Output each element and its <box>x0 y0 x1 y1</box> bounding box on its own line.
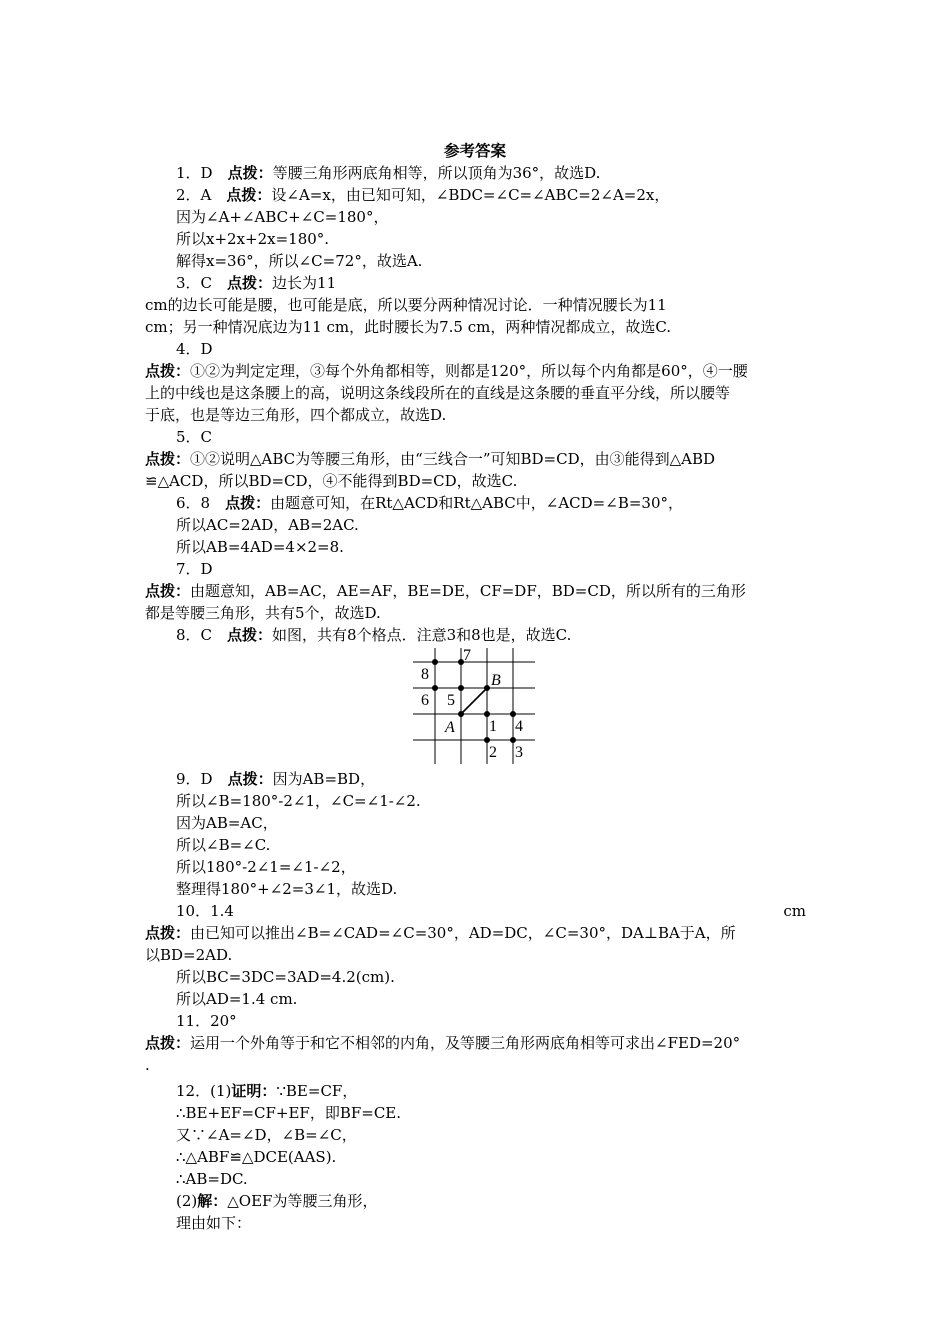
answer-line <box>145 470 815 492</box>
answer-line <box>176 834 846 856</box>
label-1: 1 <box>489 718 497 735</box>
line-hint-label: 证明： <box>231 1082 277 1100</box>
answer-line <box>145 294 815 316</box>
q10-unit: cm <box>783 902 806 920</box>
line-prefix: 6．8 <box>176 494 226 512</box>
line-hint-label: 解： <box>197 1192 228 1210</box>
line-text: 所以AD=1.4 cm. <box>176 990 298 1008</box>
answer-line <box>176 228 846 250</box>
line-text: 运用一个外角等于和它不相邻的内角，及等腰三角形两底角相等可求出∠FED=20° <box>190 1034 741 1052</box>
line-prefix: 3．C <box>176 274 228 292</box>
answer-line <box>145 1032 815 1054</box>
line-hint-label: 点拨： <box>227 164 273 182</box>
line-hint-label: 点拨： <box>145 362 191 380</box>
line-text: ∴AB=DC. <box>176 1170 248 1188</box>
line-text: 因为AB=BD， <box>272 770 376 788</box>
answer-line <box>176 272 846 294</box>
answer-line <box>145 360 815 382</box>
line-text: 由题意知，AB=AC，AE=AF，BE=DE，CF=DF，BD=CD，所以所有的三角形 <box>190 582 746 600</box>
answer-line <box>176 514 846 536</box>
line-prefix: 8．C <box>176 626 228 644</box>
label-4: 4 <box>515 718 523 735</box>
line-hint-label: 点拨： <box>226 186 272 204</box>
line-text: 设∠A=x，由已知可知，∠BDC=∠C=∠ABC=2∠A=2x， <box>271 186 670 204</box>
answer-line <box>176 812 846 834</box>
line-text: 由已知可以推出∠B=∠CAD=∠C=30°，AD=DC，∠C=30°，DA⊥BA于A，所 <box>190 924 736 942</box>
line-hint-label: 点拨： <box>145 450 191 468</box>
label-5: 5 <box>447 692 455 709</box>
line-prefix: 10．1.4 <box>176 902 234 920</box>
line-hint-label: 点拨： <box>145 582 191 600</box>
line-prefix: 11．20° <box>176 1012 237 1030</box>
line-prefix: 7．D <box>176 560 213 578</box>
line-text: ∵BE=CF， <box>276 1082 358 1100</box>
answer-line <box>145 382 815 404</box>
answer-line <box>145 944 815 966</box>
line-text: 所以AC=2AD，AB=2AC. <box>176 516 359 534</box>
answer-line <box>145 404 815 426</box>
line-hint-label: 点拨： <box>145 1034 191 1052</box>
answer-line <box>176 558 846 580</box>
label-2: 2 <box>489 744 497 761</box>
answer-line <box>176 768 846 790</box>
answer-line <box>176 162 846 184</box>
line-text: 所以BC=3DC=3AD=4.2(cm). <box>176 968 395 986</box>
label-7: 7 <box>463 647 471 664</box>
answer-line <box>176 206 846 228</box>
line-text: 以BD=2AD. <box>145 946 233 964</box>
line-text: cm；另一种情况底边为11 cm，此时腰长为7.5 cm，两种情况都成立，故选C. <box>145 318 672 336</box>
line-text: ①②说明△ABC为等腰三角形，由“三线合一”可知BD=CD，由③能得到△ABD <box>190 450 716 468</box>
line-hint-label: 点拨： <box>145 924 191 942</box>
line-text: ①②为判定定理，③每个外角都相等，则都是120°，所以每个内角都是60°，④一腰 <box>190 362 748 380</box>
answer-line <box>145 316 815 338</box>
answer-line <box>176 856 846 878</box>
answer-line <box>176 1010 846 1032</box>
answer-line <box>176 988 846 1010</box>
line-text: 由题意可知，在Rt△ACD和Rt△ABC中，∠ACD=∠B=30°， <box>270 494 683 512</box>
line-prefix: 9．D <box>176 770 228 788</box>
line-text: 如图，共有8个格点．注意3和8也是，故选C. <box>272 626 572 644</box>
line-text: 所以180°-2∠1=∠1-∠2， <box>176 858 356 876</box>
line-text: 于底，也是等边三角形，四个都成立，故选D. <box>145 406 447 424</box>
line-prefix: 5．C <box>176 428 213 446</box>
line-text: 因为∠A+∠ABC+∠C=180°， <box>176 208 389 226</box>
answer-line <box>176 1124 846 1146</box>
answer-line <box>176 426 846 448</box>
line-prefix: 12．(1) <box>176 1082 232 1100</box>
answer-line <box>176 900 846 922</box>
line-text: 理由如下： <box>176 1214 252 1232</box>
answer-line <box>176 492 846 514</box>
line-prefix: 1．D <box>176 164 228 182</box>
line-text: 所以∠B=180°-2∠1，∠C=∠1-∠2. <box>176 792 421 810</box>
answer-line <box>145 1054 815 1076</box>
line-text: 所以AB=4AD=4×2=8. <box>176 538 344 556</box>
answer-line <box>176 1190 846 1212</box>
line-text: 解得x=36°，所以∠C=72°，故选A. <box>176 252 423 270</box>
line-text: . <box>145 1056 150 1074</box>
answer-line <box>176 1080 846 1102</box>
grid-figure <box>405 646 545 768</box>
line-hint-label: 点拨： <box>227 626 273 644</box>
answer-line <box>176 878 846 900</box>
line-hint-label: 点拨： <box>225 494 271 512</box>
answer-line <box>145 922 815 944</box>
line-text: 所以∠B=∠C. <box>176 836 271 854</box>
page-title: 参考答案 <box>443 141 506 160</box>
line-text: 都是等腰三角形，共有5个，故选D. <box>145 604 381 622</box>
line-prefix: 4．D <box>176 340 213 358</box>
line-text: ≌△ACD，所以BD=CD，④不能得到BD=CD，故选C. <box>145 472 518 490</box>
answer-line <box>176 624 846 646</box>
answer-line <box>176 338 846 360</box>
line-text: cm的边长可能是腰，也可能是底，所以要分两种情况讨论．一种情况腰长为11 <box>145 296 667 314</box>
line-prefix: (2) <box>176 1192 198 1210</box>
line-text: △OEF为等腰三角形， <box>227 1192 378 1210</box>
line-text: 所以x+2x+2x=180°. <box>176 230 330 248</box>
answer-line <box>176 966 846 988</box>
line-text: 边长为11 <box>272 274 337 292</box>
line-hint-label: 点拨： <box>227 274 273 292</box>
line-text: 上的中线也是这条腰上的高，说明这条线段所在的直线是这条腰的垂直平分线，所以腰等 <box>145 384 731 402</box>
label-3: 3 <box>515 744 523 761</box>
answer-line <box>176 1102 846 1124</box>
line-text: 因为AB=AC， <box>176 814 278 832</box>
answer-line <box>176 250 846 272</box>
line-hint-label: 点拨： <box>227 770 273 788</box>
line-text: ∴△ABF≌△DCE(AAS). <box>176 1148 337 1166</box>
answer-line <box>176 1212 846 1234</box>
line-prefix: 2．A <box>176 186 227 204</box>
line-text: 整理得180°+∠2=3∠1，故选D. <box>176 880 398 898</box>
label-6: 6 <box>421 692 429 709</box>
answer-line <box>145 448 815 470</box>
answer-line <box>176 790 846 812</box>
label-b: B <box>491 672 501 689</box>
segment-ab <box>461 688 487 714</box>
label-a: A <box>445 719 455 736</box>
answer-line <box>145 580 815 602</box>
line-text: 又∵∠A=∠D，∠B=∠C， <box>176 1126 357 1144</box>
line-text: 等腰三角形两底角相等，所以顶角为36°，故选D. <box>272 164 601 182</box>
answer-line <box>176 1168 846 1190</box>
answer-line <box>145 602 815 624</box>
answer-line <box>176 184 846 206</box>
answer-line <box>176 536 846 558</box>
line-text: ∴BE+EF=CF+EF，即BF=CE. <box>176 1104 402 1122</box>
answer-line <box>176 1146 846 1168</box>
label-8: 8 <box>421 666 429 683</box>
